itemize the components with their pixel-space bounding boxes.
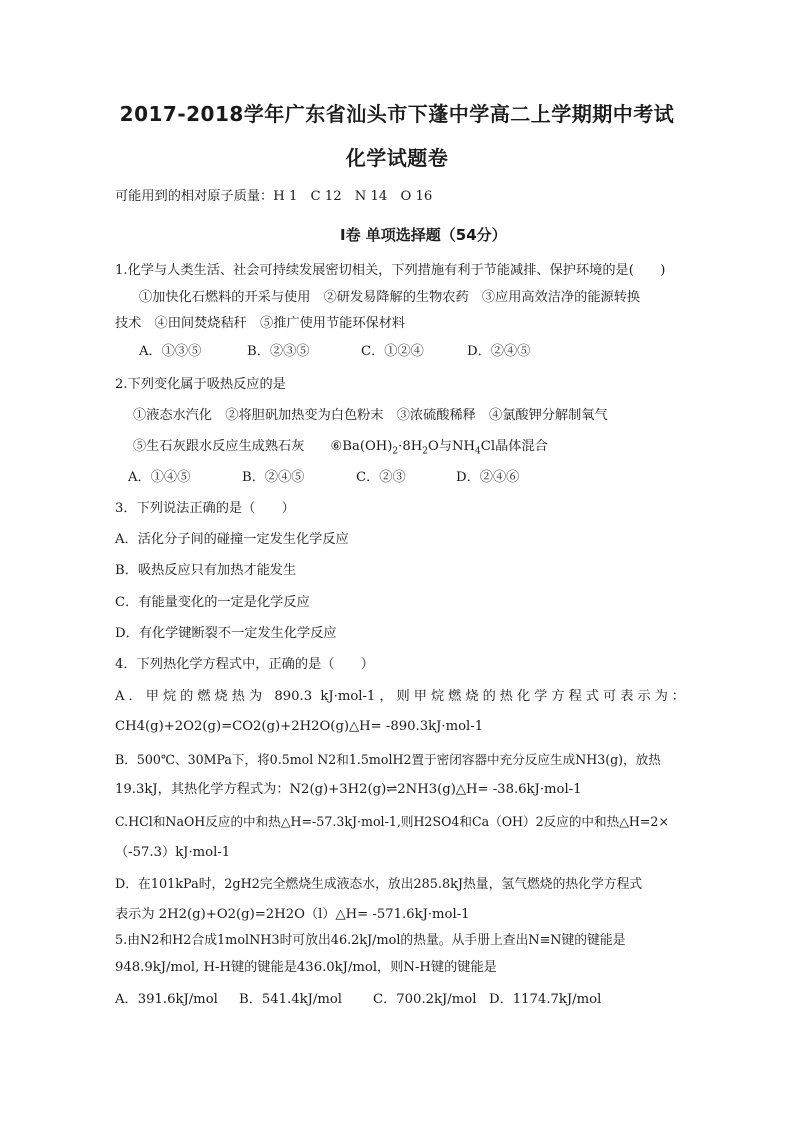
q5-option-b: B．541.4kJ/mol <box>239 992 343 1007</box>
q4-option-d-line2: 表示为 2H2(g)+O2(g)=2H2O（l）△H= -571.6kJ·mol-1 <box>115 907 470 922</box>
q5-option-d: D．1174.7kJ/mol <box>489 992 602 1007</box>
q1-option-a: A．①③⑤ <box>139 344 202 359</box>
q1-items-line2: 技术 ④田间焚烧秸秆 ⑤推广使用节能环保材料 <box>115 316 406 331</box>
q2-option-d: D．②④⑥ <box>456 470 520 485</box>
q5-stem-line2: 948.9kJ/mol, H-H键的键能是436.0kJ/mol，则N-H键的键能是 <box>115 960 497 975</box>
q2-item5: ⑤生石灰跟水反应生成熟石灰 <box>133 439 305 454</box>
q2-items-line2 <box>133 438 703 456</box>
exam-subtitle: 化学试题卷 <box>345 146 449 170</box>
q4-stem: 4．下列热化学方程式中，正确的是（ ） <box>115 657 374 672</box>
q2-item6: $⑥Ba(OH)_2\cdot 8H_2O$与$NH_4Cl$晶体混合 <box>330 439 548 457</box>
q3-stem: 3．下列说法正确的是（ ） <box>115 501 295 516</box>
q2-option-b: B．②④⑤ <box>242 470 305 485</box>
q2-stem: 2.下列变化属于吸热反应的是 <box>115 377 286 392</box>
section-heading: Ⅰ卷 单项选择题（54分） <box>340 226 507 244</box>
q3-option-a: A．活化分子间的碰撞一定发生化学反应 <box>115 532 349 547</box>
q5-option-c: C．700.2kJ/mol <box>373 992 477 1007</box>
q1-stem: 1.化学与人类生活、社会可持续发展密切相关，下列措施有利于节能减排、保护环境的是( ) <box>115 263 666 278</box>
q1-option-d: D．②④⑤ <box>467 344 531 359</box>
q4-option-d-line1: D．在101kPa时，2gH2完全燃烧生成液态水，放出285.8kJ热量，氢气燃烧的热化学方程式 <box>115 877 643 892</box>
atomic-masses-note: 可能用到的相对原子质量：H 1 C 12 N 14 O 16 <box>115 189 433 204</box>
q4-option-a-line1: A．甲烷的燃烧热为 890.3 kJ·mol-1，则甲烷燃烧的热化学方程式可表示为： <box>115 689 685 704</box>
q2-items-line1: ①液态水汽化 ②将胆矾加热变为白色粉末 ③浓硫酸稀释 ④氯酸钾分解制氧气 <box>133 408 608 423</box>
q4-option-b-line2: 19.3kJ，其热化学方程式为：N2(g)+3H2(g)⇌2NH3(g)△H= -38.6kJ·mol-1 <box>115 782 582 797</box>
q2-option-a: A．①④⑤ <box>128 470 191 485</box>
q2-options <box>128 469 698 487</box>
q4-option-b-line1: B．500℃、30MPa下，将0.5mol N2和1.5molH2置于密闭容器中充分反应生成NH3(g)，放热 <box>115 752 661 767</box>
q5-stem-line1: 5.由N2和H2合成1molNH3时可放出46.2kJ/mol的热量。从手册上查出N≡N键的键能是 <box>115 933 626 948</box>
q3-option-c: C．有能量变化的一定是化学反应 <box>115 595 310 610</box>
q3-option-b: B．吸热反应只有加热才能发生 <box>115 563 297 578</box>
q5-option-a: A．391.6kJ/mol <box>115 992 218 1007</box>
q4-option-a-line2: CH4(g)+2O2(g)=CO2(g)+2H2O(g)△H= -890.3kJ·mol-1 <box>115 719 484 734</box>
exam-title: 2017-2018学年广东省汕头市下蓬中学高二上学期期中考试 <box>119 102 675 126</box>
q1-option-c: C．①②④ <box>361 344 424 359</box>
q5-options <box>115 991 685 1009</box>
q1-items-line1: ①加快化石燃料的开采与使用 ②研发易降解的生物农药 ③应用高效洁净的能源转换 <box>139 290 641 305</box>
q2-option-c: C．②③ <box>356 470 406 485</box>
q1-option-b: B．②③⑤ <box>247 344 310 359</box>
q4-option-c-line2: （-57.3）kJ·mol-1 <box>115 845 231 860</box>
q3-option-d: D．有化学键断裂不一定发生化学反应 <box>115 626 337 641</box>
q4-option-c-line1: C.HCl和NaOH反应的中和热△H=-57.3kJ·mol-1,则H2SO4和Ca（OH）2反应的中和热△H=2× <box>115 814 669 829</box>
q1-options <box>139 343 709 361</box>
